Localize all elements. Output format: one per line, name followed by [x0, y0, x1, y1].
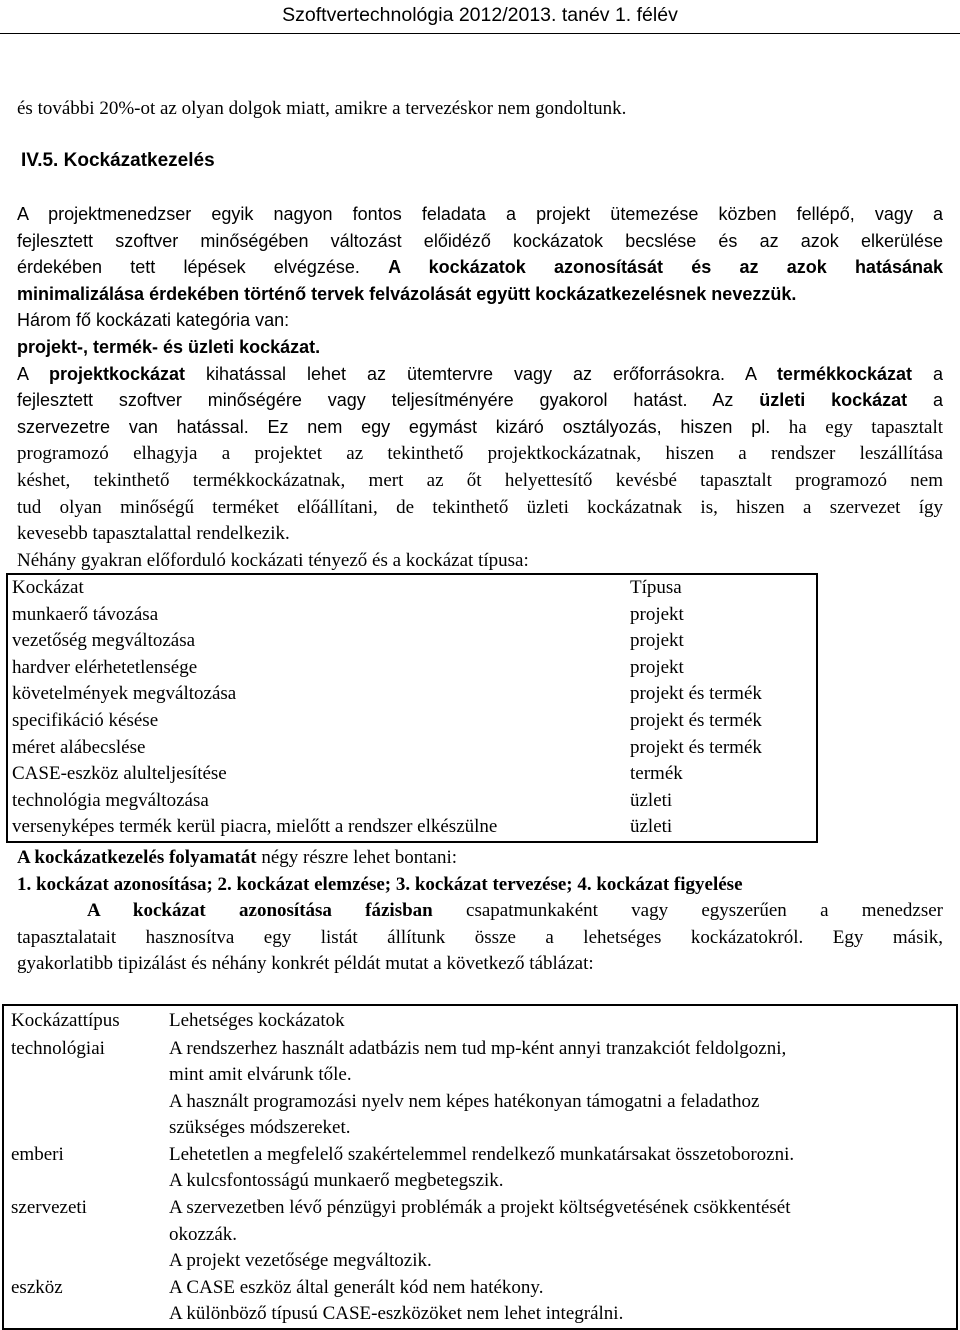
- process-text: négy részre lehet bontani:: [256, 847, 458, 868]
- table-row: [3, 1275, 957, 1329]
- para1-line: fejlesztett szoftver minőségében változást előidéző kockázatok becslése és az azok elkerülése: [17, 230, 943, 251]
- table-row: [7, 761, 817, 788]
- term-project-risk: projektkockázat: [48, 363, 186, 384]
- risk-list-cell: [161, 1195, 957, 1275]
- table-row: [7, 708, 817, 735]
- para1-line: A projektmenedzser egyik nagyon fontos feladata a projekt ütemezése közben fellépő, vagy a: [17, 204, 943, 224]
- list-item: mint amit elvárunk tőle.: [169, 1064, 352, 1086]
- para1-bold-line: minimalizálása érdekében történő tervek felvázolását együtt kockázatkezelésnek nevezzük.: [17, 283, 797, 304]
- list-item: A különböző típusú CASE-eszközöket nem lehet integrálni.: [169, 1303, 624, 1325]
- risk-cell: technológia megváltozása: [12, 789, 209, 811]
- type-cell: projekt és termék: [630, 709, 762, 731]
- table-row: [3, 1195, 957, 1275]
- intro-line: és további 20%-ot az olyan dolgok miatt, amikre a tervezéskor nem gondoltunk.: [17, 98, 627, 119]
- risk-cell: vezetőség megváltozása: [12, 630, 196, 652]
- para2-line: tud olyan minőségű terméket előállítani, de tekinthető üzleti kockázatnak is, hiszen a szervezet így: [17, 496, 943, 518]
- risk-list-cell: [161, 1142, 957, 1195]
- table-header-row: [7, 574, 817, 602]
- table-header-cell: Kockázat: [12, 577, 84, 598]
- list-item: A projekt vezetősége megváltozik.: [169, 1249, 432, 1271]
- para2-line: [17, 361, 943, 388]
- table-header-row: [3, 1005, 957, 1036]
- identification-line: tapasztalatait hasznosítva egy listát állítunk össze a lehetséges kockázatokról. Egy másik,: [17, 926, 943, 948]
- list-item: Lehetetlen a megfelelő szakértelemmel rendelkező munkatársakat összetoborozni.: [169, 1144, 795, 1166]
- list-item: A CASE eszköz által generált kód nem hatékony.: [169, 1277, 544, 1299]
- list-item: okozzák.: [169, 1223, 238, 1245]
- list-item: A kulcsfontosságú munkaerő megbetegszik.: [169, 1170, 504, 1192]
- risk-type-cell: szervezeti: [11, 1197, 87, 1219]
- header-title: Szoftvertechnológia 2012/2013. tanév 1. félév: [282, 4, 678, 26]
- table-row: [7, 735, 817, 762]
- term-product-risk: termékkockázat: [776, 363, 913, 384]
- risk-cell: versenyképes termék kerül piacra, mielőtt a rendszer elkészülne: [12, 816, 498, 838]
- para2-text: ha egy tapasztalt: [770, 416, 943, 438]
- paragraph-risk-management: [17, 201, 943, 574]
- table-row: [7, 814, 817, 842]
- categories-list: projekt-, termék- és üzleti kockázat.: [17, 336, 321, 357]
- risk-cell: hardver elérhetetlensége: [12, 656, 198, 678]
- para1-line-text: érdekében tett lépések elvégzése.: [17, 257, 360, 278]
- risk-type-table: [6, 573, 818, 843]
- section-title: IV.5. Kockázatkezelés: [21, 150, 215, 171]
- table-row: [7, 788, 817, 815]
- process-steps: 1. kockázat azonosítása; 2. kockázat elemzése; 3. kockázat tervezése; 4. kockázat figyelése: [17, 873, 743, 895]
- table-row: [3, 1036, 957, 1142]
- process-bold: A kockázatkezelés folyamatát: [17, 847, 257, 868]
- table1-intro: Néhány gyakran előforduló kockázati tényező és a kockázat típusa:: [17, 549, 529, 571]
- identification-line: gyakorlatibb tipizálást és néhány konkrét példát mutat a következő táblázat:: [17, 953, 594, 975]
- table-header-cell: Lehetséges kockázatok: [169, 1010, 345, 1031]
- identification-bold: A kockázat azonosítása fázisban: [87, 900, 433, 922]
- list-item: A használt programozási nyelv nem képes hatékonyan támogatni a feladathoz: [169, 1090, 760, 1112]
- identification-line: [17, 898, 943, 925]
- para1-line: [17, 254, 943, 281]
- table-row: [7, 655, 817, 682]
- identification-text: csapatmunkaként vagy egyszerűen a menedzser: [432, 900, 943, 922]
- para2-line: [17, 414, 943, 442]
- para2-line: programozó elhagyja a projektet az tekinthető projektkockázatnak, hiszen a rendszer leszállítása: [17, 443, 943, 465]
- type-cell: projekt és termék: [630, 683, 762, 705]
- type-cell: projekt: [630, 603, 684, 625]
- para2-text: fejlesztett szoftver minőségére vagy teljesítményére gyakorol hatást. Az: [17, 390, 760, 411]
- para1-bold-definition: A kockázatok azonosítását és az azok hatásának: [388, 257, 943, 278]
- table-header-cell: Típusa: [630, 577, 682, 598]
- paragraph-process: [17, 845, 943, 978]
- para2-text: kihatással lehet az ütemtervre vagy az erőforrásokra. A: [185, 363, 777, 384]
- type-cell: projekt: [630, 656, 684, 678]
- risk-list-cell: [161, 1036, 957, 1142]
- list-item: A rendszerhez használt adatbázis nem tud mp-ként annyi tranzakciót feldolgozni,: [169, 1038, 787, 1060]
- para2-line: [17, 387, 943, 414]
- risk-list-cell: [161, 1275, 957, 1329]
- table-row: [3, 1142, 957, 1195]
- list-item: szükséges módszereket.: [169, 1116, 351, 1138]
- type-cell: termék: [630, 763, 683, 785]
- para2-text: a: [907, 390, 944, 411]
- para2-line: késhet, tekinthető termékkockázatnak, mert az őt helyettesítő kevésbé tapasztalt programozó nem: [17, 469, 943, 491]
- table-row: [7, 681, 817, 708]
- process-intro: [17, 845, 943, 872]
- categories-intro: Három fő kockázati kategória van:: [17, 310, 290, 331]
- para2-text: a: [912, 363, 944, 384]
- para2-text: szervezetre van hatással. Ez nem egy egymást kizáró osztályozás, hiszen pl.: [17, 416, 771, 437]
- risk-cell: munkaerő távozása: [12, 603, 159, 625]
- para2-text: A: [17, 363, 49, 384]
- risk-cell: követelmények megváltozása: [12, 683, 237, 705]
- table-header-cell: Kockázattípus: [11, 1010, 120, 1031]
- type-cell: projekt és termék: [630, 736, 762, 758]
- risk-cell: méret alábecslése: [12, 736, 146, 758]
- type-cell: projekt: [630, 630, 684, 652]
- page-header: [0, 0, 960, 34]
- term-business-risk: üzleti kockázat: [759, 390, 908, 411]
- type-cell: üzleti: [630, 816, 673, 838]
- risk-type-cell: emberi: [11, 1144, 64, 1166]
- risk-cell: specifikáció késése: [12, 709, 159, 731]
- risk-type-cell: eszköz: [11, 1277, 63, 1299]
- risk-cell: CASE-eszköz alulteljesítése: [12, 763, 227, 785]
- list-item: A szervezetben lévő pénzügyi problémák a projekt költségvetésének csökkentését: [169, 1197, 791, 1219]
- risk-type-cell: technológiai: [11, 1038, 105, 1060]
- type-cell: üzleti: [630, 789, 673, 811]
- para2-line: kevesebb tapasztalattal rendelkezik.: [17, 523, 290, 545]
- table-row: [7, 628, 817, 655]
- table-row: [7, 602, 817, 629]
- risk-examples-table: [2, 1004, 958, 1330]
